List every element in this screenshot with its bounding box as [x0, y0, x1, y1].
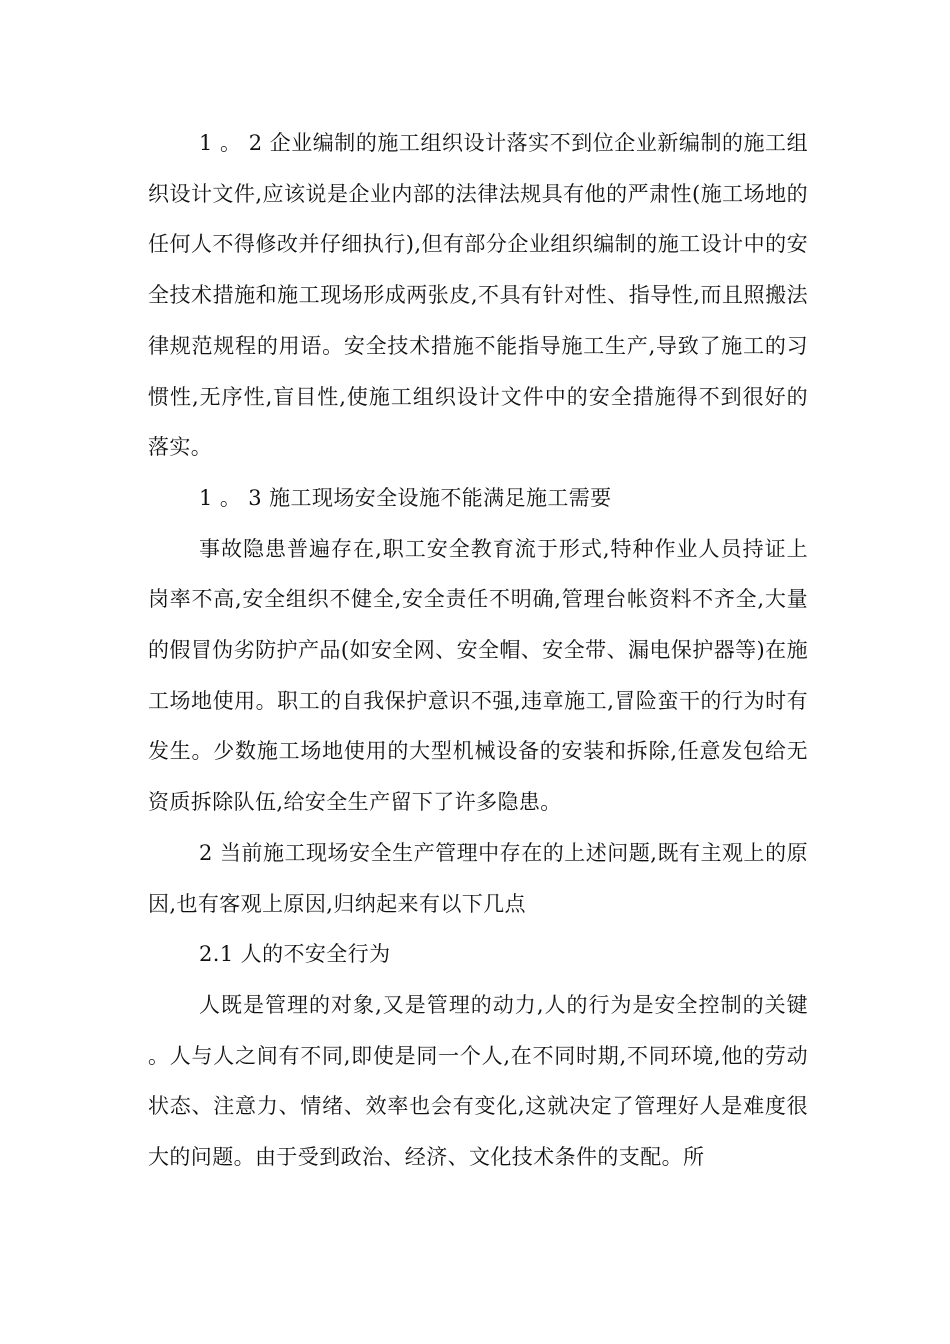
heading-1-3-safety-facilities: 1 。 3 施工现场安全设施不能满足施工需要 [199, 485, 612, 510]
document-body [148, 118, 808, 1183]
paragraph-2-causes: 2 当前施工现场安全生产管理中存在的上述问题,既有主观上的原因,也有客观上原因,归纳起来有以下几点 [148, 840, 808, 916]
paragraph-1-2-construction-design: 1 。 2 企业编制的施工组织设计落实不到位企业新编制的施工组织设计文件,应该说是企业内部的法律法规具有他的严肃性(施工场地的任何人不得修改并仔细执行),但有部分企业组织编制的施工设计中的安全技术措施和施工现场形成两张皮,不具有针对性、指导性,而且照搬法律规范规程的用语。安全技术措施不能指导施工生产,导致了施工的习惯性,无序性,盲目性,使施工组织设计文件中的安全措施得不到很好的落实。 [148, 131, 808, 460]
paragraph-human-management: 人既是管理的对象,又是管理的动力,人的行为是安全控制的关键。人与人之间有不同,即使是同一个人,在不同时期,不同环境,他的劳动状态、注意力、情绪、效率也会有变化,这就决定了管理好人是难度很大的问题。由于受到政治、经济、文化技术条件的支配。所 [148, 992, 808, 1170]
heading-2-1-unsafe-behavior: 2.1 人的不安全行为 [199, 942, 391, 967]
paragraph-hazards: 事故隐患普遍存在,职工安全教育流于形式,特种作业人员持证上岗率不高,安全组织不健全,安全责任不明确,管理台帐资料不齐全,大量的假冒伪劣防护产品(如安全网、安全帽、安全带、漏电保护器等)在施工场地使用。职工的自我保护意识不强,违章施工,冒险蛮干的行为时有发生。少数施工场地使用的大型机械设备的安装和拆除,任意发包给无资质拆除队伍,给安全生产留下了许多隐患。 [148, 536, 808, 815]
